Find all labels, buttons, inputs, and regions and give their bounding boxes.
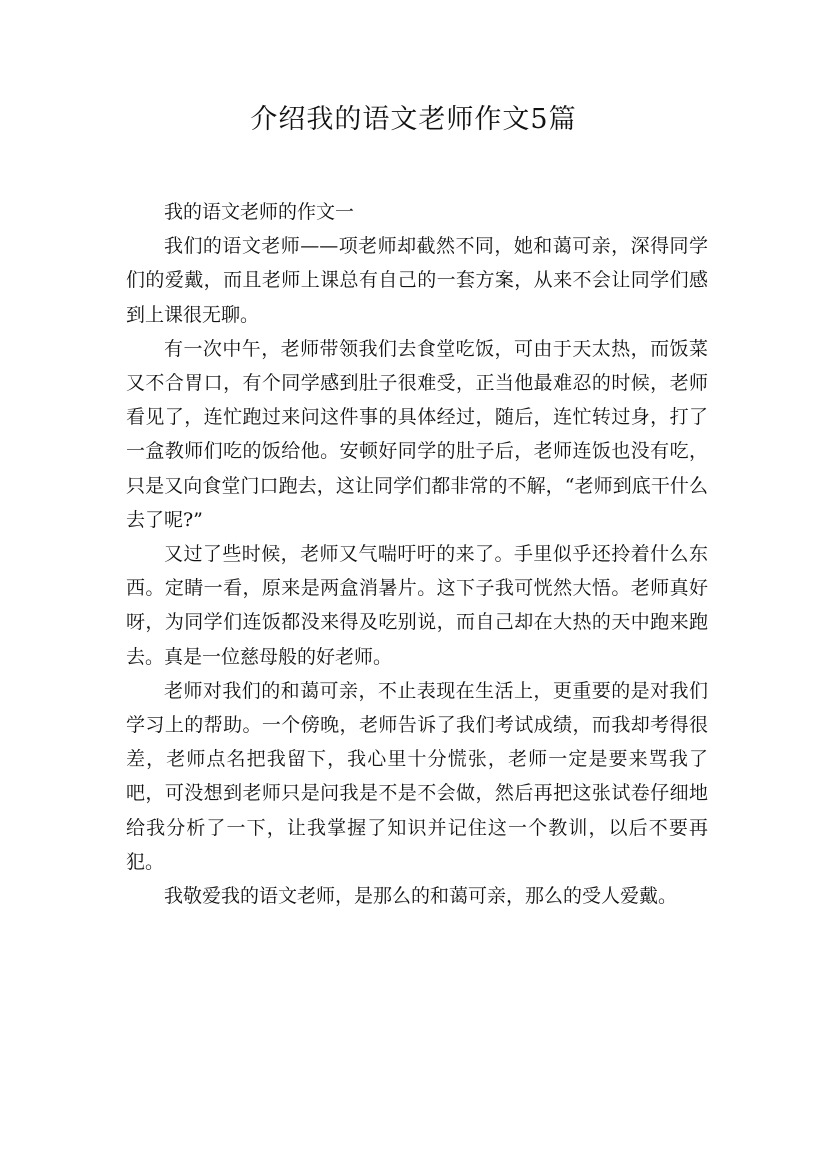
paragraph: 有一次中午，老师带领我们去食堂吃饭，可由于天太热，而饭菜又不合胃口，有个同学感到肚子很难受，正当他最难忍的时候，老师看见了，连忙跑过来问这件事的具体经过，随后，连忙转过身，打了一盒教师们吃的饭给他。安顿好同学的肚子后，老师连饭也没有吃，只是又向食堂门口跑去，这让同学们都非常的不解，“老师到底干什么去了呢?” [126,337,708,531]
paragraph-subtitle: 我的语文老师的作文一 [164,201,355,223]
paragraph: 老师对我们的和蔼可亲，不止表现在生活上，更重要的是对我们学习上的帮助。一个傍晚，老师告诉了我们考试成绩，而我却考得很差，老师点名把我留下，我心里十分慌张，老师一定是要来骂我了吧，可没想到老师只是问我是不是不会做，然后再把这张试卷仔细地给我分析了一下，让我掌握了知识并记住这一个教训，以后不要再犯。 [126,679,708,873]
paragraph: 又过了些时候，老师又气喘吁吁的来了。手里似乎还拎着什么东西。定睛一看，原来是两盒消暑片。这下子我可恍然大悟。老师真好呀，为同学们连饭都没来得及吃别说，而自己却在大热的天中跑来跑去。真是一位慈母般的好老师。 [126,543,708,668]
paragraph: 我们的语文老师——项老师却截然不同，她和蔼可亲，深得同学们的爱戴，而且老师上课总有自己的一套方案，从来不会让同学们感到上课很无聊。 [126,235,708,326]
document-body [126,195,708,913]
document-title: 介绍我的语文老师作文5篇 [250,104,577,135]
paragraph: 我敬爱我的语文老师，是那么的和蔼可亲，那么的受人爱戴。 [164,885,678,908]
